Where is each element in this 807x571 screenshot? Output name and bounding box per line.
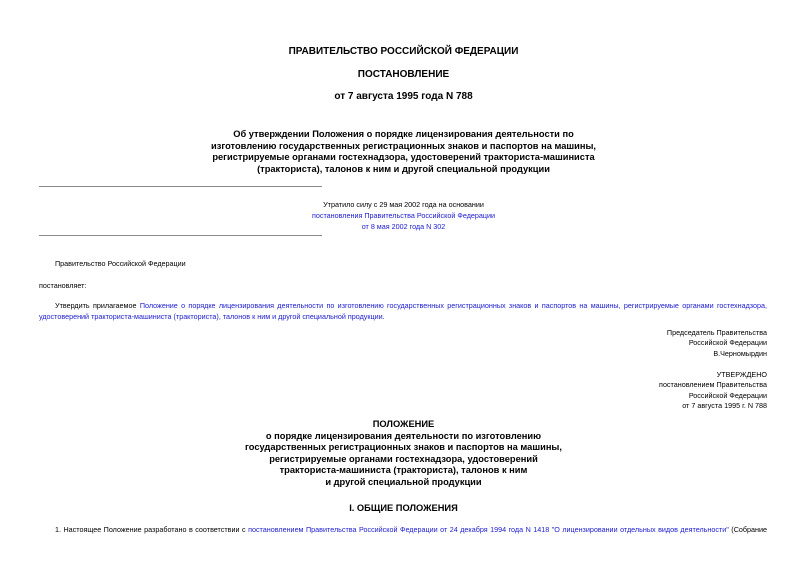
regulation-link[interactable]: Положение о порядке лицензирования деятельности по изготовлению государственных регистрационных знаков и паспортов на машины, регистрируемые органами гостехнадзора, — [139, 301, 768, 310]
section1-paragraph — [39, 524, 767, 535]
regulation-line: тракториста-машиниста (тракториста), талонов к ним — [279, 465, 528, 476]
status-note-link-line[interactable]: от 8 мая 2002 года N 302 — [361, 222, 446, 231]
signature-name: В.Черномырдин — [713, 348, 767, 358]
signature-title: Председатель Правительства — [666, 328, 767, 337]
approved-line: Российской Федерации — [688, 390, 767, 400]
regulation-line: о порядке лицензирования деятельности по изготовлению — [265, 430, 542, 441]
divider-top — [39, 186, 322, 187]
approved-line: от 7 августа 1995 г. N 788 — [682, 401, 767, 411]
regulation-title — [200, 419, 607, 489]
approve-suffix: . — [382, 312, 385, 321]
title-line: (тракториста), талонов к ним и другой специальной продукции — [257, 163, 550, 174]
approved-heading: УТВЕРЖДЕНО — [716, 370, 767, 379]
document-type: ПОСТАНОВЛЕНИЕ — [357, 69, 450, 80]
status-note-link[interactable] — [290, 210, 517, 232]
government-name: ПРАВИТЕЛЬСТВО РОССИЙСКОЙ ФЕДЕРАЦИИ — [288, 46, 519, 57]
regulation-line: государственных регистрационных знаков и паспортов на машины, — [245, 442, 562, 453]
approved-line: постановлением Правительства — [659, 380, 767, 390]
decree-link[interactable]: постановлением Правительства Российской Федерации от 24 декабря 1994 года N 1418 "О лицензировании отдельных видов деятельности" — [248, 525, 729, 534]
signature-block — [667, 328, 767, 359]
status-note — [290, 199, 517, 232]
intro-text: Правительство Российской Федерации — [55, 259, 186, 268]
approve-paragraph — [39, 300, 767, 322]
document-title — [180, 129, 627, 175]
section1-line — [39, 524, 767, 535]
regulation-link-cont[interactable]: удостоверений тракториста-машиниста (тракториста), талонов к ним и другой специальной продукции — [39, 312, 383, 321]
signature-org: Российской Федерации — [688, 338, 767, 348]
approve-line-1 — [39, 300, 767, 311]
title-line: изготовлению государственных регистрационных знаков и паспортов на машины, — [211, 140, 596, 151]
divider-bottom — [39, 235, 322, 236]
title-line: Об утверждении Положения о порядке лицензирования деятельности по — [233, 129, 574, 139]
status-note-link-line[interactable]: постановления Правительства Российской Федерации — [311, 211, 496, 220]
approved-block — [659, 370, 767, 412]
regulation-line: регистрируемые органами гостехнадзора, удостоверений — [269, 453, 538, 464]
decrees-text: постановляет: — [39, 281, 87, 290]
document-date-number: от 7 августа 1995 года N 788 — [334, 91, 473, 102]
section1-prefix: 1. Настоящее Положение разработано в соответствии с — [55, 525, 246, 534]
approve-line-2 — [39, 311, 767, 322]
title-line: регистрируемые органами гостехнадзора, удостоверений тракториста-машиниста — [212, 152, 595, 163]
section1-suffix: (Собрание — [731, 525, 767, 534]
regulation-line: и другой специальной продукции — [325, 476, 482, 487]
status-note-text: Утратило силу с 29 мая 2002 года на основании — [323, 200, 484, 209]
approve-prefix: Утвердить прилагаемое — [55, 301, 137, 310]
section-heading: I. ОБЩИЕ ПОЛОЖЕНИЯ — [349, 503, 458, 513]
regulation-heading: ПОЛОЖЕНИЕ — [372, 419, 435, 429]
